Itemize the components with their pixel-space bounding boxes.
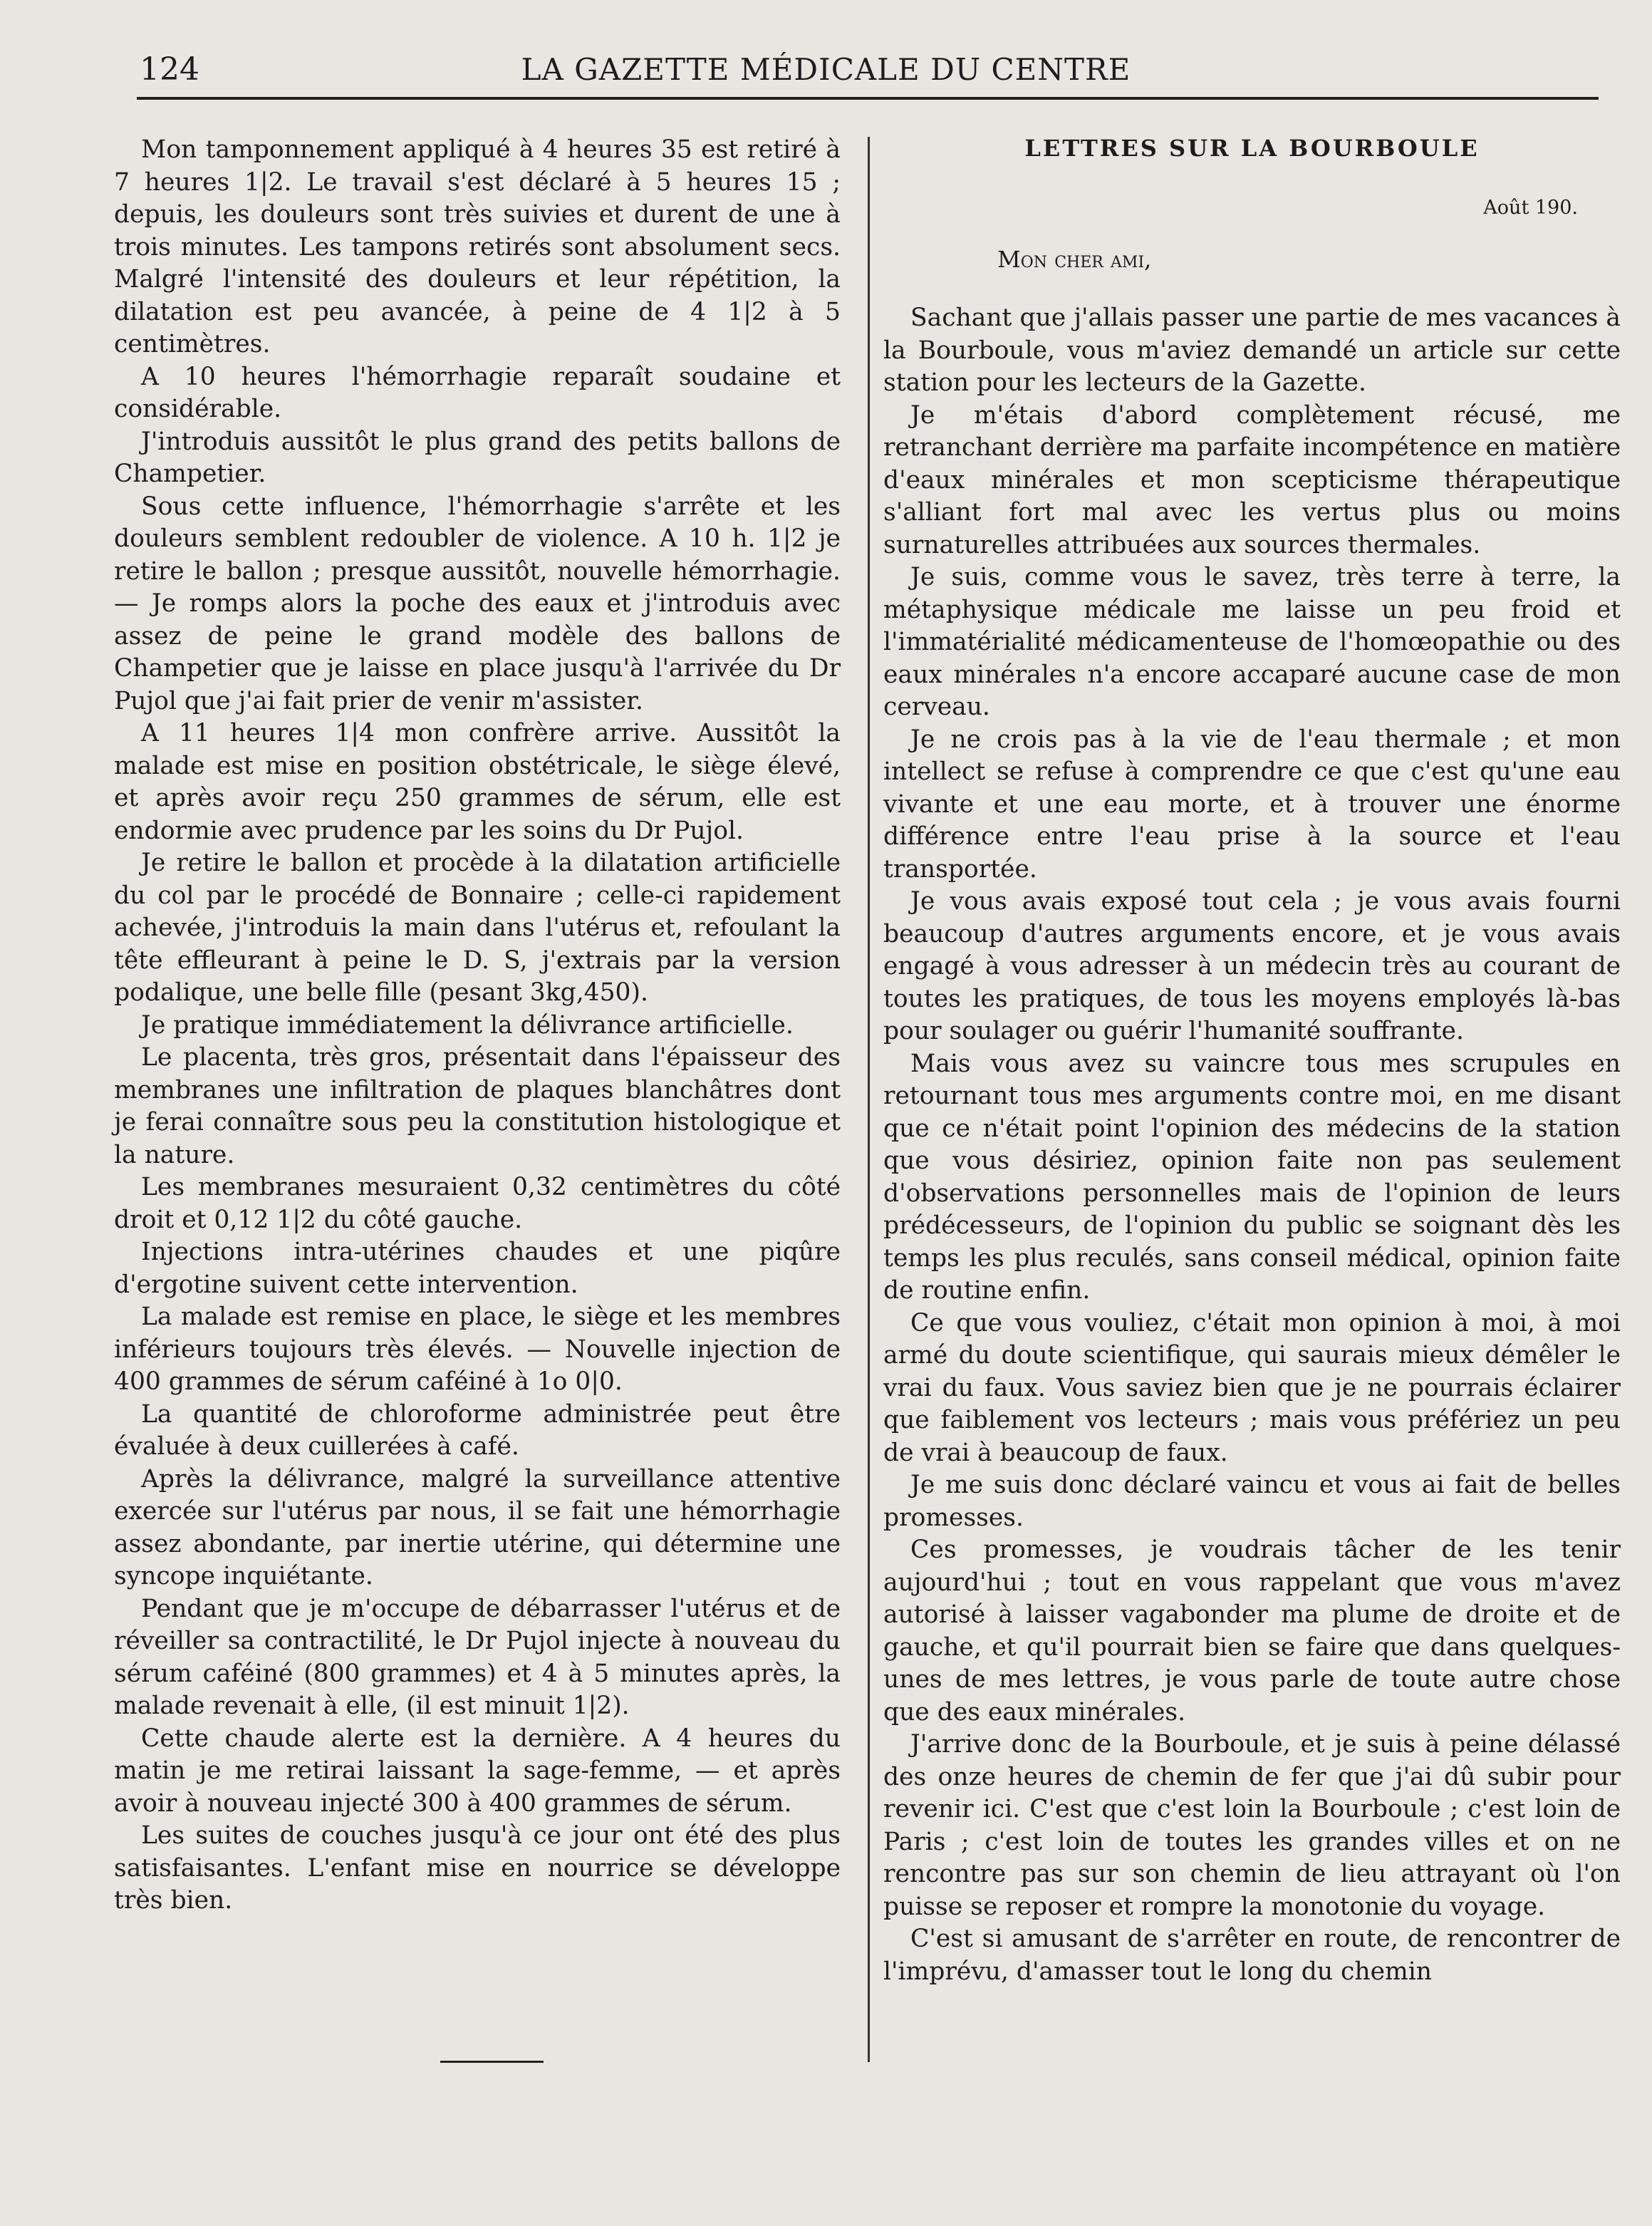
journal-title: LA GAZETTE MÉDICALE DU CENTRE	[521, 52, 1131, 87]
paragraph: Les suites de couches jusqu'à ce jour ont été des plus satisfaisantes. L'enfant mise en nourrice se développe très bien.	[114, 1821, 841, 1915]
paragraph: Injections intra-utérines chaudes et une piqûre d'ergotine suivent cette intervention.	[114, 1238, 841, 1299]
paragraph: Mon tamponnement appliqué à 4 heures 35 est retiré à 7 heures 1|2. Le travail s'est déclaré à 5 heures 15 ; depuis, les douleurs sont très suivies et durent de une à trois minutes. Les tampons retirés sont absolument secs. Malgré l'intensité des douleurs et leur répétition, la dilatation est peu avancée, à peine de 4 1|2 à 5 centimètres.	[114, 135, 841, 358]
right-column	[883, 134, 1621, 1988]
left-column	[114, 134, 841, 1917]
salutation: Mon cher ami,	[997, 246, 1152, 273]
paragraph: Je pratique immédiatement la délivrance artificielle.	[141, 1010, 794, 1040]
paragraph: Je vous avais exposé tout cela ; je vous avais fourni beaucoup d'autres arguments encore, et je vous avais engagé à vous adresser à un médecin très au courant de toutes les pratiques, de tous les moyens employés là-bas pour soulager ou guérir l'humanité souffrante.	[883, 887, 1621, 1045]
paragraph: Je me suis donc déclaré vaincu et vous ai fait de belles promesses.	[883, 1471, 1621, 1532]
paragraph: Le placenta, très gros, présentait dans l'épaisseur des membranes une infiltration de plaques blanchâtres dont je ferai connaître sous peu la constitution histologique et la nature.	[114, 1043, 841, 1169]
paragraph: Mais vous avez su vaincre tous mes scrupules en retournant tous mes arguments contre moi, en me disant que ce n'était point l'opinion des médecins de la station que vous désiriez, opinion faite non pas seulement d'observations personnelles mais de l'opinion de leurs prédécesseurs, de l'opinion du public se soignant dès les temps les plus reculés, sans conseil médical, opinion faite de routine enfin.	[883, 1049, 1621, 1305]
paragraph: La malade est remise en place, le siège et les membres inférieurs toujours très élevés. — Nouvelle injection de 400 grammes de sérum caféiné à 1o 0|0.	[114, 1303, 841, 1396]
paragraph: Je suis, comme vous le savez, très terre à terre, la métaphysique médicale me laisse un peu froid et l'immatérialité médicamenteuse de l'homœopathie ou des eaux minérales n'a encore accaparé aucune case de mon cerveau.	[883, 563, 1621, 721]
paragraph: Je ne crois pas à la vie de l'eau thermale ; et mon intellect se refuse à comprendre ce que c'est qu'une eau vivante et une eau morte, et à trouver une énorme différence entre l'eau prise à la source et l'eau transportée.	[883, 725, 1621, 884]
column-divider	[868, 137, 870, 2062]
paragraph: Ces promesses, je voudrais tâcher de les tenir aujourd'hui ; tout en vous rappelant que vous m'avez autorisé à laisser vagabonder ma plume de droite et de gauche, et qu'il pourrait bien se faire que dans quelques-unes de mes lettres, je vous parle de toute autre chose que des eaux minérales.	[883, 1536, 1621, 1727]
paragraph: Pendant que je m'occupe de débarrasser l'utérus et de réveiller sa contractilité, le Dr Pujol injecte à nouveau du sérum caféiné (800 grammes) et 4 à 5 minutes après, la malade revenait à elle, (il est minuit 1|2).	[114, 1594, 841, 1720]
paragraph: J'introduis aussitôt le plus grand des petits ballons de Champetier.	[114, 427, 841, 488]
end-of-article-rule	[440, 2061, 544, 2063]
paragraph: A 10 heures l'hémorrhagie reparaît soudaine et considérable.	[114, 362, 841, 423]
paragraph: Cette chaude alerte est la dernière. A 4 heures du matin je me retirai laissant la sage-femme, — et après avoir à nouveau injecté 300 à 400 grammes de sérum.	[114, 1724, 841, 1818]
paragraph: Ce que vous vouliez, c'était mon opinion à moi, à moi armé du doute scientifique, qui saurais mieux démêler le vrai du faux. Vous saviez bien que je ne pourrais éclairer que faiblement vos lecteurs ; mais vous préfériez un peu de vrai à beaucoup de faux.	[883, 1308, 1621, 1467]
paragraph: A 11 heures 1|4 mon confrère arrive. Aussitôt la malade est mise en position obstétricale, le siège élevé, et après avoir reçu 250 grammes de sérum, elle est endormie avec prudence par les soins du Dr Pujol.	[114, 719, 841, 845]
paragraph: Sous cette influence, l'hémorrhagie s'arrête et les douleurs semblent redoubler de violence. A 10 h. 1|2 je retire le ballon ; presque aussitôt, nouvelle hémorrhagie. — Je romps alors la poche des eaux et j'introduis avec assez de peine le grand modèle des ballons de Champetier que je laisse en place jusqu'à l'arrivée du Dr Pujol que j'ai fait prier de venir m'assister.	[114, 492, 841, 715]
header-rule	[137, 97, 1599, 100]
paragraph: Je m'étais d'abord complètement récusé, me retranchant derrière ma parfaite incompétence en matière d'eaux minérales et mon scepticisme thérapeutique s'alliant fort mal avec les vertus plus ou moins surnaturelles attribuées aux sources thermales.	[883, 400, 1621, 559]
paragraph: J'arrive donc de la Bourboule, et je suis à peine délassé des onze heures de chemin de fer que j'ai dû subir pour revenir ici. C'est que c'est loin la Bourboule ; c'est loin de Paris ; c'est loin de toutes les grandes villes et on ne rencontre pas sur son chemin de lieu attrayant où l'on puisse se reposer et rompre la monotonie du voyage.	[883, 1730, 1621, 1921]
paragraph: C'est si amusant de s'arrêter en route, de rencontrer de l'imprévu, d'amasser tout le long du chemin	[883, 1925, 1621, 1986]
paragraph: Sachant que j'allais passer une partie de mes vacances à la Bourboule, vous m'aviez demandé un article sur cette station pour les lecteurs de la Gazette.	[883, 304, 1621, 397]
page-number: 124	[140, 51, 199, 88]
paragraph: Je retire le ballon et procède à la dilatation artificielle du col par le procédé de Bonnaire ; celle-ci rapidement achevée, j'introduis la main dans l'utérus et, refoulant la tête effleurant à peine le D. S, j'extrais par la version podalique, une belle fille (pesant 3kg,450).	[114, 849, 841, 1007]
letter-date: Août 190.	[1483, 197, 1578, 219]
article-title: LETTRES SUR LA BOURBOULE	[1024, 135, 1480, 162]
paragraph: Après la délivrance, malgré la surveillance attentive exercée sur l'utérus par nous, il se fait une hémorrhagie assez abondante, par inertie utérine, qui détermine une syncope inquiétante.	[114, 1464, 841, 1590]
paragraph: La quantité de chloroforme administrée peut être évaluée à deux cuillerées à café.	[114, 1399, 841, 1461]
paragraph: Les membranes mesuraient 0,32 centimètres du côté droit et 0,12 1|2 du côté gauche.	[114, 1173, 841, 1234]
